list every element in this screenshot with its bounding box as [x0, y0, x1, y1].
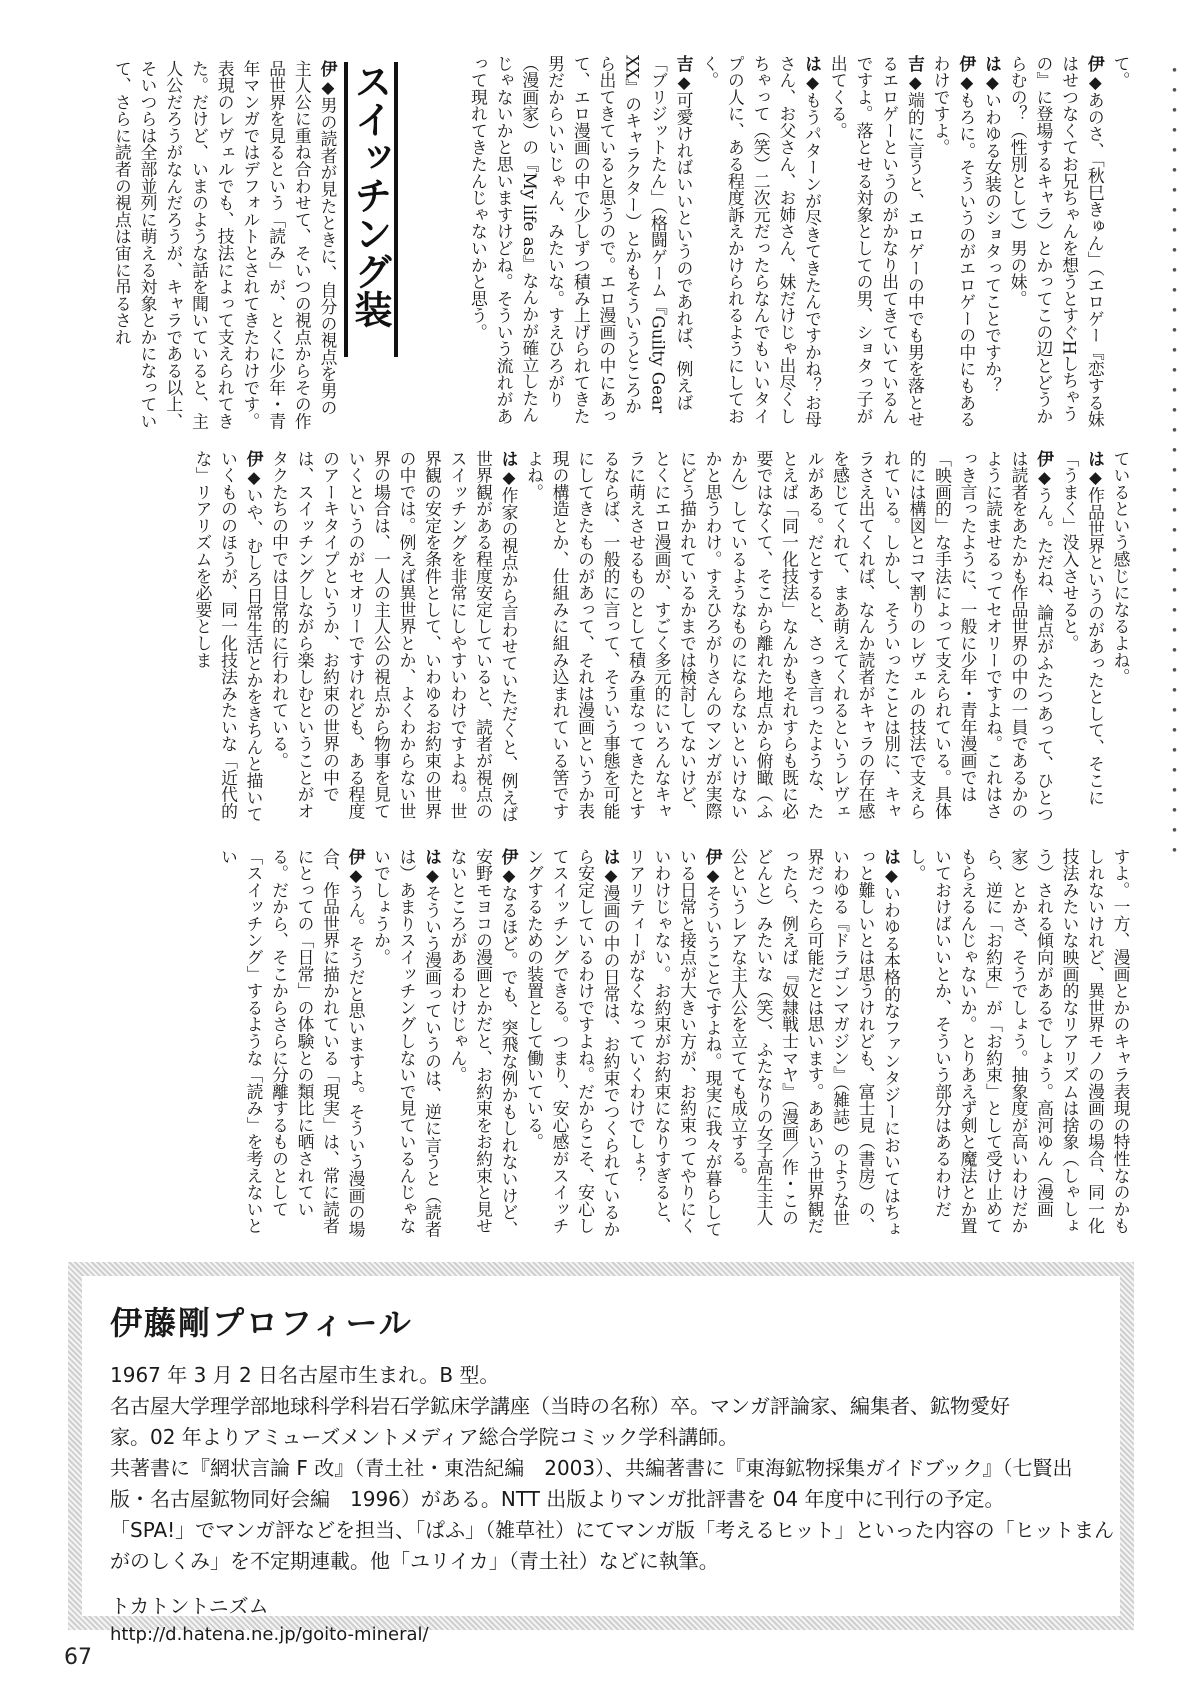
- speaker-marker: は◆: [1085, 450, 1106, 487]
- paragraph-text: もうパターンが尽きてきたんですかね？お母さん、お父さん、お姉さん、妹だけじゃ出尽くしちゃって（笑）二次元だったらなんでもいいタイプの人に、ある程度訴えかけられるようにしておく。: [699, 55, 823, 428]
- paragraph-text: いわゆる本格的なファンタジーにおいてはちょっと難しいとは思うけれども、富士見（書房）の、いわゆる『ドラゴンマガジン』（雑誌）のような世界だったら可能だとは思います。ああいう世界観だったら、例えば『奴隷戦士マヤ』（漫画／作・このどんと）みたいな（笑）、ふたなりの女子高生主人公というレアな主人公を立てても成立する。: [728, 848, 902, 1238]
- paragraph-text: うん。ただね、論点がふたつあって、ひとつは読者をあたかも作品世界の中の一員であるかのように読ませるってセオリーですよね。これはさっき言ったように、一般に少年・青年漫画では「映画的」な手法によって支えられている。具体的には構図とコマ割りのレヴェルの技法で支えられている。しかし、そういったことは別に、キャラさえ出てくれば、なんか読者がキャラの存在感を感じてくれて、まあ萌えてくれるというレヴェルがある。だとすると、さっき言ったような、たとえば「同一化技法」なんかもそれすらも既に必要ではなくて、そこから離れた地点から俯瞰（ふかん）しているようなものにならないといけないかと思うわけ。すえひろがりさんのマンガが実際にどう描かれているかまでは検討してないけど、とくにエロ漫画が、すごく多元的にいろんなキャラに萌えさせるものとして積み重なってきたとするならば、一般的に言って、そういう事態を可能にしてきたものがあって、それは漫画というか表現の構造とか、仕組みに組み込まれている筈ですよね。: [524, 450, 1055, 823]
- profile-line: 家。02 年よりアミューズメントメディア総合学院コミック学科講師。: [110, 1425, 739, 1449]
- profile-line: 1967 年 3 月 2 日名古屋市生まれ。B 型。: [110, 1363, 500, 1387]
- speaker-marker: は◆: [982, 55, 1003, 92]
- interview-paragraph: [215, 848, 368, 1240]
- profile-lines: [110, 1360, 1114, 1577]
- interview-paragraph: [696, 55, 825, 430]
- interview-paragraph: [190, 450, 267, 826]
- profile-line: 名古屋大学理学部地球科学科岩石学鉱床学講座（当時の名称）卒。マンガ評論家、編集者、鉱物愛好: [110, 1394, 1010, 1418]
- speaker-marker: は◆: [422, 848, 443, 885]
- speaker-marker: は◆: [881, 848, 902, 885]
- speaker-marker: 伊◆: [956, 55, 977, 92]
- paragraph-text: いわゆる女装のショタってことですか？: [982, 91, 1003, 395]
- interview-paragraph: [521, 450, 1057, 826]
- speaker-marker: 伊◆: [318, 60, 338, 97]
- paragraph-text: 男の読者が見たときに、自分の視点を男の主人公に重ね合わせて、そいつの視点からその作品世界を見るという「読み」が、とくに少年・青年マンガではデフォルトとされてきたわけです。表現のレヴェルでも、技法によって支えられてきた。だけど、いまのような話を聞いていると、主人公だろうがなんだろうが、キャラである以上、そいつらは全部並列に萌える対象とかになっていて、さらに読者の視点は宙に吊るされ: [112, 60, 338, 430]
- paragraph-text: 漫画の中の日常は、お約束でつくられているから安定しているわけですよね。だからこそ、安心してスイッチングできる。つまり、安心感がスイッチングするための装置として働いている。: [524, 848, 621, 1238]
- interview-paragraph: [465, 55, 696, 430]
- interview-paragraph: [521, 848, 623, 1240]
- profile-line: 「SPA!」でマンガ評などを担当、「ぱふ」（雑草社）にてマンガ版「考えるヒット」といった内容の「ヒットまん: [110, 1518, 1114, 1542]
- speaker-marker: は◆: [802, 55, 823, 92]
- speaker-marker: 伊◆: [703, 848, 723, 885]
- speaker-marker: 伊◆: [346, 848, 366, 885]
- paragraph-text: 可愛ければいいというのであれば、例えば「ブリジットたん」（格闘ゲーム『Guilty Gear XX』のキャラクター）とかもそういうところから出てきていると思うので。エロ漫画の中にあって、エロ漫画の中で少しずつ積み上げられてきた男だからいいじゃん、みたいな。すえひろがり（漫画家）の『My life as』なんかが確立したんじゃないかと思いますけどね。そういう流れがあって現れてきたんじゃないかと思う。: [468, 55, 695, 425]
- speaker-marker: 伊◆: [244, 450, 264, 487]
- paragraph-text: て。: [1111, 55, 1131, 89]
- interview-paragraph: [904, 848, 1134, 1240]
- interview-paragraph: [623, 848, 725, 1240]
- interview-paragraph: [725, 848, 904, 1240]
- paragraph-text: もろに。そういうのがエロゲーの中にもあるわけですよ。: [931, 55, 977, 428]
- speaker-marker: 伊◆: [1034, 450, 1055, 487]
- interview-paragraph: [1107, 55, 1133, 430]
- profile-site-url: http://d.hatena.ne.jp/goito-mineral/: [110, 1624, 429, 1645]
- paragraph-text: ているという感じになるよね。: [1111, 450, 1131, 686]
- speaker-marker: 伊◆: [1085, 55, 1106, 92]
- paragraph-text: すよ。一方、漫画とかのキャラ表現の特性なのかもしれないけれど、異世界モノの漫画の場合、同一化技法みたいな映画的なリアリズムは捨象（しゃしょう）される傾向があるでしょう。高河ゆん（漫画家）とかさ、そうでしょう。抽象度が高いわけだから、逆に「お約束」が「お約束」として受け止めてもらえるんじゃないか。とりあえず剣と魔法とか置いておけばいいとか、そういう部分はあるわけだし。: [907, 848, 1131, 1235]
- profile-line: がのしくみ」を不定期連載。他「ユリイカ」（青土社）などに執筆。: [110, 1549, 719, 1573]
- paragraph-text: いや、むしろ日常生活とかをきちんと描いていくもののほうが、同一化技法みたいな「近代的な」リアリズムを必要としま: [193, 450, 264, 823]
- paragraph-text: 端的に言うと、エロゲーの中でも男を落とせるエロゲーというのがかなり出てきていているんですよ。落とせる対象としての男、ショタっ子が出てくる。: [828, 55, 926, 428]
- paragraph-text: うん。そうだと思いますよ。そういう漫画の場合、作品世界に描かれている「現実」は、常に読者にとっての「日常」の体験との類比に晒されている。だから、そこからさらに分離するものとして「スイッチング」するような「読み」を考えないとい: [218, 848, 366, 1238]
- paragraph-text: そういう漫画っていうのは、逆に言うと（読者は）あまりスイッチングしないで見ているんじゃないでしょうか。: [371, 848, 443, 1238]
- section-heading: スイッチング装: [344, 62, 398, 357]
- speaker-marker: は◆: [499, 450, 519, 487]
- profile-line: 版・名古屋鉱物同好会編 1996）がある。NTT 出版よりマンガ批評書を 04 年度中に刊行の予定。: [110, 1487, 1005, 1511]
- paragraph-text: そういうことですよね。現実に我々が暮らしている日常と接点が大きい方が、お約束ってやりにくいわけじゃない。お約束がお約束になりすぎると、リアリティーがなくなっていくわけでしょ？: [626, 848, 723, 1238]
- interview-paragraph: [266, 450, 521, 826]
- paragraph-text: 作品世界というのがあったとして、そこに「うまく」没入させると。: [1060, 450, 1106, 806]
- interview-paragraph: [445, 848, 522, 1240]
- interview-column-top-right: [408, 55, 1133, 430]
- interview-paragraph: [109, 60, 340, 430]
- paragraph-text: なるほど。でも、突飛な例かもしれないけど、安野モヨコの漫画とかだと、お約束をお約束と見せないところがあるわけじゃん。: [448, 848, 519, 1238]
- speaker-marker: 伊◆: [499, 848, 519, 885]
- page-number: 67: [64, 1645, 92, 1670]
- speaker-marker: 吉◆: [674, 55, 695, 92]
- profile-box: [68, 1262, 1134, 1645]
- profile-line: 共著書に『網状言論 F 改』（青土社・東浩紀編 2003）、共編著書に『東海鉱物採集ガイドブック』（七賢出: [110, 1456, 1073, 1480]
- profile-content: [82, 1276, 1120, 1645]
- speaker-marker: は◆: [601, 848, 621, 885]
- paragraph-text: 作家の視点から言わせていただくと、例えば世界観がある程度安定していると、読者が視点のスイッチングを非常にしやすいわけですよね。世界観の安定を条件として、いわゆるお約束の世界の中では。例えば異世界とか、よくわからない世界の場合は、一人の主人公の視点から物事を見ていくというのがセオリーですけれども、ある程度のアーキタイプというか、お約束の世界の中では、スイッチングしながら楽しむということがオタクたちの中では日常的に行われている。: [269, 450, 519, 823]
- interview-paragraph: [1108, 450, 1134, 826]
- paragraph-text: あのさ、「秋巳きゅん」（エロゲー『恋する妹はせつなくてお兄ちゃんを想うとすぐHしちゃうの』に登場するキャラ）とかってこの辺とどうからむの？（性別として）男の妹。: [1008, 55, 1106, 428]
- margin-marks: ・・・・・・・・・・・・・・・・・・・・・・・・・・・・・・・・・・・・・・・・: [1161, 60, 1185, 860]
- interview-column-top-left: [66, 60, 340, 430]
- speaker-marker: 吉◆: [905, 55, 926, 92]
- interview-column-bottom: [66, 848, 1133, 1240]
- interview-column-middle: [66, 450, 1133, 826]
- interview-paragraph: [825, 55, 928, 430]
- profile-site-name: トカトントニズム: [110, 1594, 269, 1618]
- interview-paragraph: [368, 848, 445, 1240]
- profile-title: 伊藤剛プロフィール: [110, 1304, 413, 1342]
- interview-paragraph: [1004, 55, 1107, 430]
- interview-paragraph: [927, 55, 978, 430]
- interview-paragraph: [979, 55, 1005, 430]
- interview-paragraph: [1057, 450, 1108, 826]
